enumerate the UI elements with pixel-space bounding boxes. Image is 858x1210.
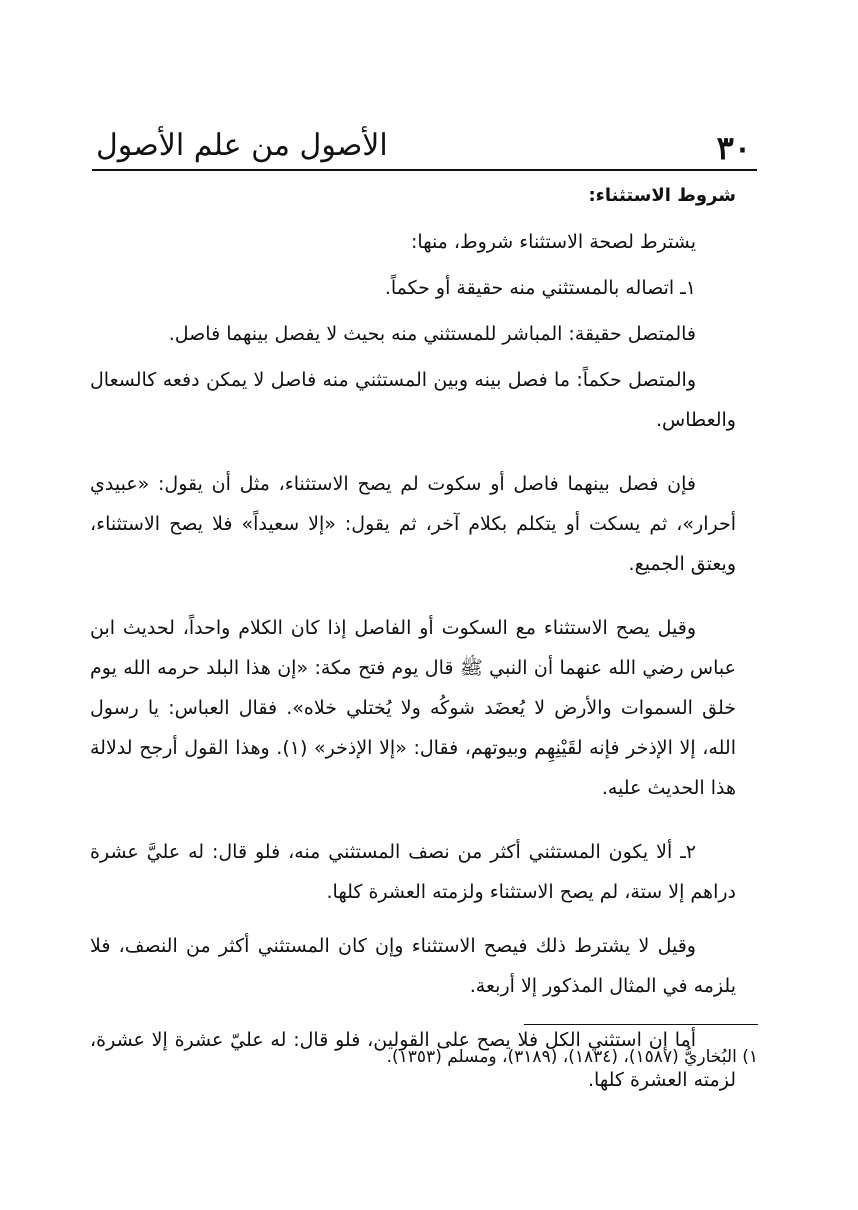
whole-exception-paragraph: أما إن استثني الكل فلا يصح على القولين، فلو قال: له عليّ عشرة إلا عشرة، لزمته العشرة كلها. — [90, 1029, 736, 1091]
section-heading: شروط الاستثناء: — [588, 185, 736, 206]
definition-legal-paragraph: والمتصل حكماً: ما فصل بينه وبين المستثني منه فاصل لا يمكن دفعه كالسعال والعطاس. — [90, 369, 736, 431]
condition-1-paragraph: ١ـ اتصاله بالمستثني منه حقيقة أو حكماً. — [384, 277, 696, 299]
page-header — [92, 126, 757, 174]
opinion-paragraph: وقيل يصح الاستثناء مع السكوت أو الفاصل إذا كان الكلام واحداً، لحديث ابن عباس رضي الله عنهما أن النبي ﷺ قال يوم فتح مكة: «إن هذا البلد حرمه الله يوم خلق السموات والأرض لا يُعضَد شوكُه ولا يُختلي خلاه». فقال العباس: يا رسول الله، إلا الإذخر فإنه لقَيْنِهِم وبيوتهم، فقال: «إلا الإذخر» (١). وهذا القول أرجح لدلالة هذا الحديث عليه. — [90, 617, 736, 799]
footnote-rule — [524, 1024, 758, 1025]
separation-paragraph: فإن فصل بينهما فاصل أو سكوت لم يصح الاستثناء، مثل أن يقول: «عبيدي أحرار»، ثم يسكت أو يتكلم بكلام آخر، ثم يقول: «إلا سعيداً» فلا يصح الاستثناء، ويعتق الجميع. — [90, 473, 736, 575]
definition-real-paragraph: فالمتصل حقيقة: المباشر للمستثني منه بحيث لا يفصل بينهما فاصل. — [168, 323, 696, 345]
intro-paragraph: يشترط لصحة الاستثناء شروط، منها: — [411, 231, 696, 253]
page-number: ٣٠ — [716, 129, 751, 167]
header-rule — [92, 169, 757, 171]
condition-2-paragraph: ٢ـ ألا يكون المستثني أكثر من نصف المستثني منه، فلو قال: له عليَّ عشرة دراهم إلا ستة، لم يصح الاستثناء ولزمته العشرة كلها. — [90, 841, 736, 903]
alternative-opinion-paragraph: وقيل لا يشترط ذلك فيصح الاستثناء وإن كان المستثني أكثر من النصف، فلا يلزمه في المثال المذكور إلا أربعة. — [90, 935, 736, 997]
footnote: ١) البُخاريُّ (١٥٨٧)، (١٨٣٤)، (٣١٨٩)، ومسلم (١٣٥٣). — [386, 1047, 758, 1067]
main-text — [90, 176, 736, 1100]
running-title: الأصول من علم الأصول — [96, 128, 388, 163]
